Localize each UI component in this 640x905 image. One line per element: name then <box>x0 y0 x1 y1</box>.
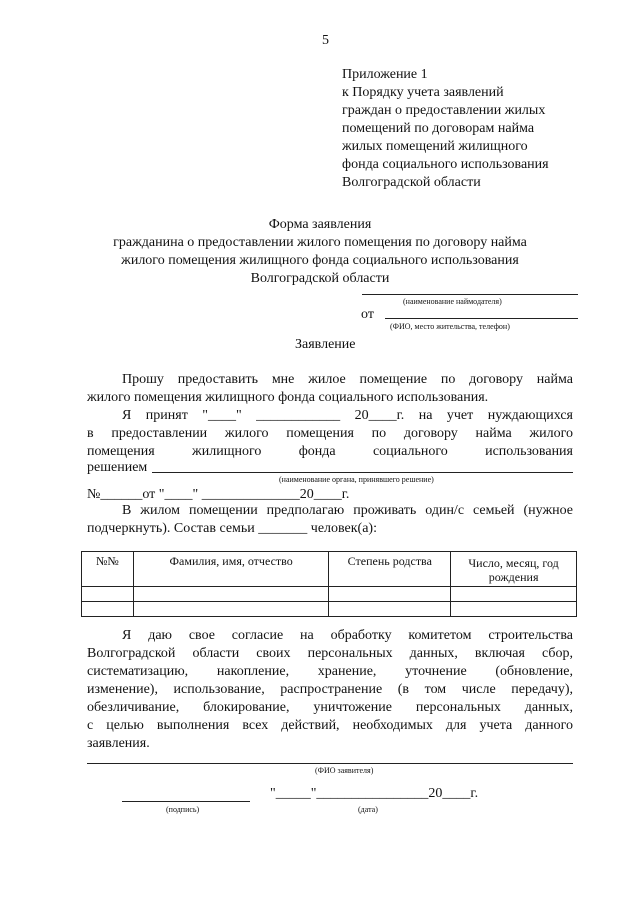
family-table <box>81 551 577 617</box>
registration-decision-label: решением <box>87 460 148 475</box>
appendix-line: Волгоградской области <box>342 175 481 190</box>
appendix-line: граждан о предоставлении жилых <box>342 103 546 118</box>
request-line: Прошу предоставить мне жилое помещение по договору найма <box>122 372 573 387</box>
appendix-line: жилых помещений жилищного <box>342 139 528 154</box>
registration-line: в предоставлении жилого помещения по договору найма жилого <box>87 426 573 441</box>
table-cell[interactable] <box>133 587 329 602</box>
table-cell[interactable] <box>329 587 451 602</box>
decision-caption: (наименование органа, принявшего решение) <box>279 475 434 484</box>
col-birthdate-header: Число, месяц, год рождения <box>451 552 577 587</box>
table-cell[interactable] <box>451 587 577 602</box>
date-caption: (дата) <box>358 805 378 814</box>
consent-line: изменение), использование, распространение (в том числе передачу), <box>87 682 573 697</box>
appendix-line: фонда социального использования <box>342 157 549 172</box>
table-cell[interactable] <box>451 602 577 617</box>
signature-line[interactable] <box>122 801 250 802</box>
registration-line: Я принят "____" ____________ 20____г. на учет нуждающихся <box>122 408 573 423</box>
consent-line: систематизацию, накопление, хранение, уточнение (обновление, <box>87 664 573 679</box>
consent-line: Я даю свое согласие на обработку комитетом строительства <box>122 628 573 643</box>
landlord-caption: (наименование наймодателя) <box>403 297 502 306</box>
applicant-fio-caption: (ФИО заявителя) <box>315 766 374 775</box>
form-title-line: гражданина о предоставлении жилого помещения по договору найма <box>113 235 527 250</box>
col-relation-header: Степень родства <box>329 552 451 587</box>
consent-line: Волгоградской области своих персональных данных, включая сбор, <box>87 646 573 661</box>
col-name-header: Фамилия, имя, отчество <box>133 552 329 587</box>
form-title-line: жилого помещения жилищного фонда социального использования <box>121 253 519 268</box>
col-number-header: №№ <box>82 552 134 587</box>
form-title-line: Волгоградской области <box>250 271 390 286</box>
table-cell[interactable] <box>82 602 134 617</box>
from-label: от <box>361 307 374 322</box>
decision-line[interactable] <box>152 472 573 473</box>
consent-line: обезличивание, блокирование, уничтожение персональных данных, <box>87 700 573 715</box>
decision-number-date[interactable]: №______от "____" ______________20____г. <box>87 487 350 502</box>
consent-line: с целью выполнения всех действий, необходимых для учета данного <box>87 718 573 733</box>
request-line: жилого помещения жилищного фонда социального использования. <box>87 390 489 405</box>
residence-line: В жилом помещении предполагаю проживать один/с семьей (нужное <box>122 503 573 518</box>
table-cell[interactable] <box>82 587 134 602</box>
table-row <box>82 587 577 602</box>
consent-line: заявления. <box>87 736 150 751</box>
appendix-header <box>342 66 602 192</box>
signature-date[interactable]: "_____"________________20____г. <box>270 786 479 801</box>
table-cell[interactable] <box>329 602 451 617</box>
applicant-line[interactable] <box>385 318 578 319</box>
page-number: 5 <box>322 33 329 48</box>
appendix-line: помещений по договорам найма <box>342 121 535 136</box>
signature-caption: (подпись) <box>166 805 200 814</box>
table-cell[interactable] <box>133 602 329 617</box>
form-title-line: Форма заявления <box>268 217 372 232</box>
landlord-line[interactable] <box>362 294 578 295</box>
form-title <box>0 216 640 288</box>
statement-title: Заявление <box>295 337 356 352</box>
registration-line: помещения жилищного фонда социального использования <box>87 444 573 459</box>
residence-line: подчеркнуть). Состав семьи _______ человек(а): <box>87 521 377 536</box>
applicant-fio-line[interactable] <box>87 763 573 764</box>
table-row <box>82 602 577 617</box>
consent-paragraph <box>87 627 573 753</box>
applicant-caption: (ФИО, место жительства, телефон) <box>390 322 510 331</box>
table-header-row <box>82 552 577 587</box>
appendix-line: к Порядку учета заявлений <box>342 85 504 100</box>
appendix-line: Приложение 1 <box>342 67 428 82</box>
